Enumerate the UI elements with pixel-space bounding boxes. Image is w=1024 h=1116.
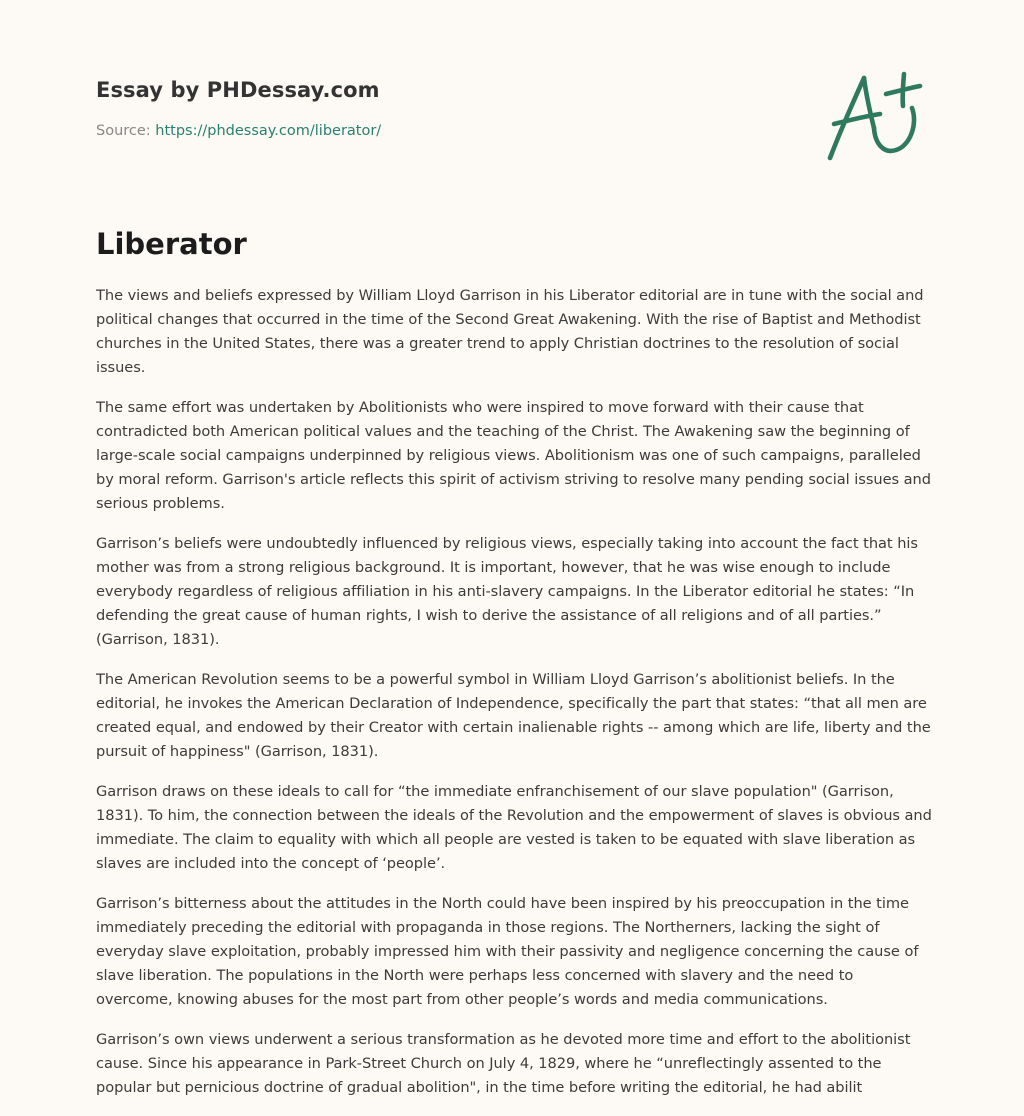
essay-paragraph: The views and beliefs expressed by William Lloyd Garrison in his Liberator editorial are in tune with the social and political changes that occurred in the time of the Second Great Awakening. With the rise of Baptist and Methodist churches in the United States, there was a greater trend to apply Christian doctrines to the resolution of social issues.	[96, 287, 924, 376]
source-link[interactable]: https://phdessay.com/liberator/	[155, 123, 382, 139]
essay-paragraph: The American Revolution seems to be a powerful symbol in William Lloyd Garrison’s abolitionist beliefs. In the editorial, he invokes the American Declaration of Independence, specifically the part that states: “that all men are created equal, and endowed by their Creator with certain inalienable rights -- among which are life, liberty and the pursuit of happiness" (Garrison, 1831).	[96, 671, 931, 760]
brand-title: Essay by PHDessay.com	[96, 78, 380, 102]
page-header	[96, 72, 928, 141]
essay-body	[96, 284, 932, 1116]
essay-paragraph: Garrison’s beliefs were undoubtedly influenced by religious views, especially taking into account the fact that his mother was from a strong religious background. It is important, however, that he was wise enough to include everybody regardless of religious affiliation in his anti-slavery campaigns. In the Liberator editorial he states: “In defending the great cause of human rights, I wish to derive the assistance of all religions and of all parties.” (Garrison, 1831).	[96, 535, 918, 648]
essay-paragraph: The same effort was undertaken by Abolitionists who were inspired to move forward with their cause that contradicted both American political values and the teaching of the Christ. The Awakening saw the beginning of large-scale social campaigns underpinned by religious views. Abolitionism was one of such campaigns, paralleled by moral reform. Garrison's article reflects this spirit of activism striving to resolve many pending social issues and serious problems.	[96, 399, 931, 512]
essay-title: Liberator	[96, 227, 247, 261]
essay-paragraph: Garrison draws on these ideals to call for “the immediate enfranchisement of our slave population" (Garrison, 1831). To him, the connection between the ideals of the Revolution and the empowerment of slaves is obvious and immediate. The claim to equality with which all people are vested is taken to be equated with slave liberation as slaves are included into the concept of ‘people’.	[96, 783, 932, 872]
essay-paragraph: Garrison’s own views underwent a serious transformation as he devoted more time and effort to the abolitionist cause. Since his appearance in Park-Street Church on July 4, 1829, where he “unreflectingly assented to the popular but pernicious doctrine of gradual abolition", in the time before writing the editorial, he had abilit	[96, 1031, 911, 1096]
a-plus-grade-icon	[820, 64, 932, 168]
essay-paragraph: Garrison’s bitterness about the attitudes in the North could have been inspired by his preoccupation in the time immediately preceding the editorial with propaganda in those regions. The Northerners, lacking the sight of everyday slave exploitation, probably impressed him with their passivity and negligence concerning the cause of slave liberation. The populations in the North were perhaps less concerned with slavery and the need to overcome, knowing abuses for the most part from other people’s words and media communications.	[96, 895, 919, 1008]
source-label: Source:	[96, 123, 156, 139]
source-line	[96, 121, 928, 141]
